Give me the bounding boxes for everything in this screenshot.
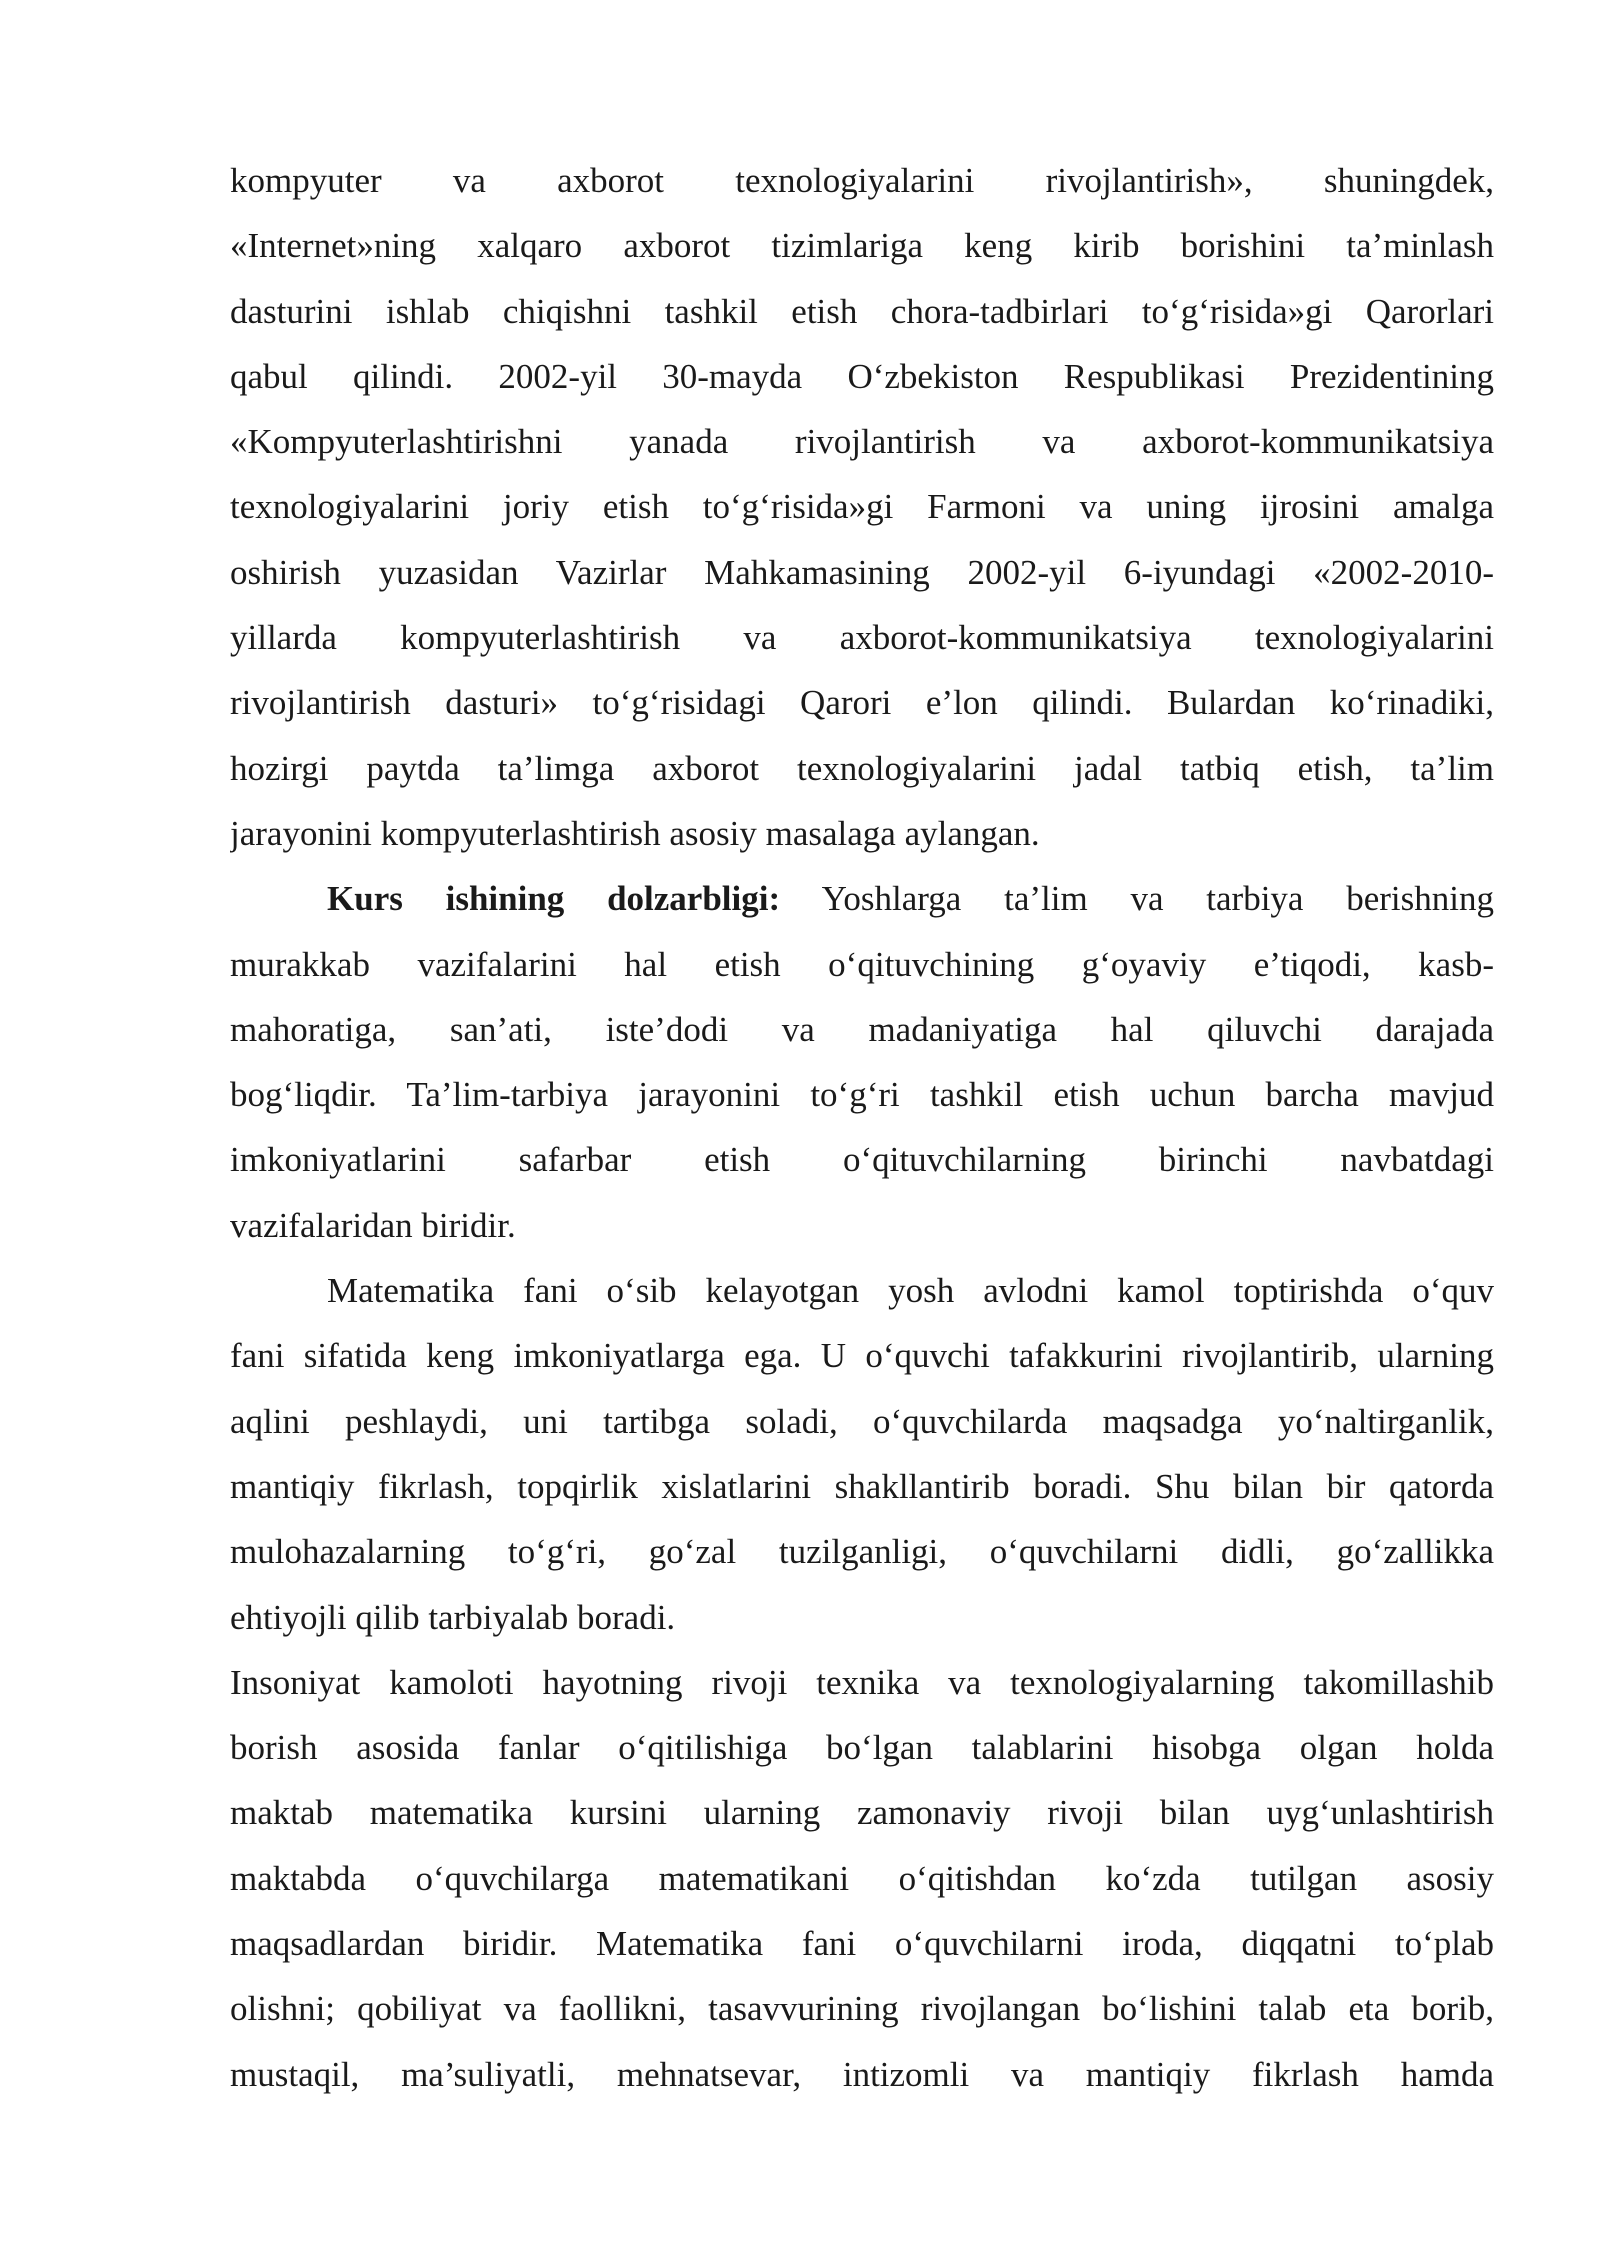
text-line: hozirgi paytda ta’limga axborot texnologiyalarini jadal tatbiq etish, ta’lim	[230, 748, 1494, 788]
text-line: dasturini ishlab chiqishni tashkil etish chora-tadbirlari to‘g‘risida»gi Qarorlari	[230, 291, 1494, 331]
text-line: fani sifatida keng imkoniyatlarga ega. U o‘quvchi tafakkurini rivojlantirib, ularning	[230, 1336, 1494, 1376]
text-line: Matematika fani o‘sib kelayotgan yosh avlodni kamol toptirishda o‘quv	[327, 1271, 1494, 1311]
paragraph-2	[230, 866, 1494, 1258]
text-line: mahoratiga, san’ati, iste’dodi va madaniyatiga hal qiluvchi darajada	[230, 1009, 1494, 1049]
text-line: maktab matematika kursini ularning zamonaviy rivoji bilan uyg‘unlashtirish	[230, 1793, 1494, 1833]
text-line: Insoniyat kamoloti hayotning rivoji texnika va texnologiyalarning takomillashib	[230, 1662, 1494, 1702]
paragraph-3	[230, 1258, 1494, 1650]
text-line: oshirish yuzasidan Vazirlar Mahkamasining 2002-yil 6-iyundagi «2002-2010-	[230, 552, 1494, 592]
text-line: olishni; qobiliyat va faollikni, tasavvurining rivojlangan bo‘lishini talab eta borib,	[230, 1989, 1494, 2029]
text-line: mustaqil, ma’suliyatli, mehnatsevar, intizomli va mantiqiy fikrlash hamda	[230, 2054, 1494, 2094]
paragraph-4	[230, 1650, 1494, 2107]
text-line: yillarda kompyuterlashtirish va axborot-kommunikatsiya texnologiyalarini	[230, 618, 1494, 658]
text-line: imkoniyatlarini safarbar etish o‘qituvchilarning birinchi navbatdagi	[230, 1140, 1494, 1180]
text-line: jarayonini kompyuterlashtirish asosiy masalaga aylangan.	[230, 813, 1040, 853]
paragraph-1	[230, 148, 1494, 866]
text-fragment: Yoshlarga ta’lim va tarbiya berishning	[780, 879, 1494, 919]
text-line: aqlini peshlaydi, uni tartibga soladi, o‘quvchilarda maqsadga yo‘naltirganlik,	[230, 1401, 1494, 1441]
text-line: «Kompyuterlashtirishni yanada rivojlantirish va axborot-kommunikatsiya	[230, 422, 1494, 462]
text-line: kompyuter va axborot texnologiyalarini rivojlantirish», shuningdek,	[230, 161, 1494, 200]
text-line: maktabda o‘quvchilarga matematikani o‘qitishdan ko‘zda tutilgan asosiy	[230, 1858, 1494, 1898]
document-body	[230, 148, 1494, 2107]
text-line: ehtiyojli qilib tarbiyalab boradi.	[230, 1597, 676, 1637]
text-line: mulohazalarning to‘g‘ri, go‘zal tuzilganligi, o‘quvchilarni didli, go‘zallikka	[230, 1532, 1494, 1572]
section-heading-lead: Kurs ishining dolzarbligi:	[327, 879, 781, 919]
text-line	[230, 866, 1494, 931]
text-line: maqsadlardan biridir. Matematika fani o‘quvchilarni iroda, diqqatni to‘plab	[230, 1924, 1494, 1964]
text-line: vazifalaridan biridir.	[230, 1205, 516, 1245]
text-line: murakkab vazifalarini hal etish o‘qituvchining g‘oyaviy e’tiqodi, kasb-	[230, 944, 1494, 984]
text-line: mantiqiy fikrlash, topqirlik xislatlarini shakllantirib boradi. Shu bilan bir qatorda	[230, 1466, 1494, 1506]
text-line: bog‘liqdir. Ta’lim-tarbiya jarayonini to‘g‘ri tashkil etish uchun barcha mavjud	[230, 1075, 1494, 1115]
text-line: rivojlantirish dasturi» to‘g‘risidagi Qarori e’lon qilindi. Bulardan ko‘rinadiki,	[230, 683, 1494, 723]
text-line: texnologiyalarini joriy etish to‘g‘risida»gi Farmoni va uning ijrosini amalga	[230, 487, 1494, 527]
text-line: borish asosida fanlar o‘qitilishiga bo‘lgan talablarini hisobga olgan holda	[230, 1728, 1494, 1768]
text-line: qabul qilindi. 2002-yil 30-mayda O‘zbekiston Respublikasi Prezidentining	[230, 356, 1494, 396]
text-line: «Internet»ning xalqaro axborot tizimlariga keng kirib borishini ta’minlash	[230, 226, 1494, 266]
